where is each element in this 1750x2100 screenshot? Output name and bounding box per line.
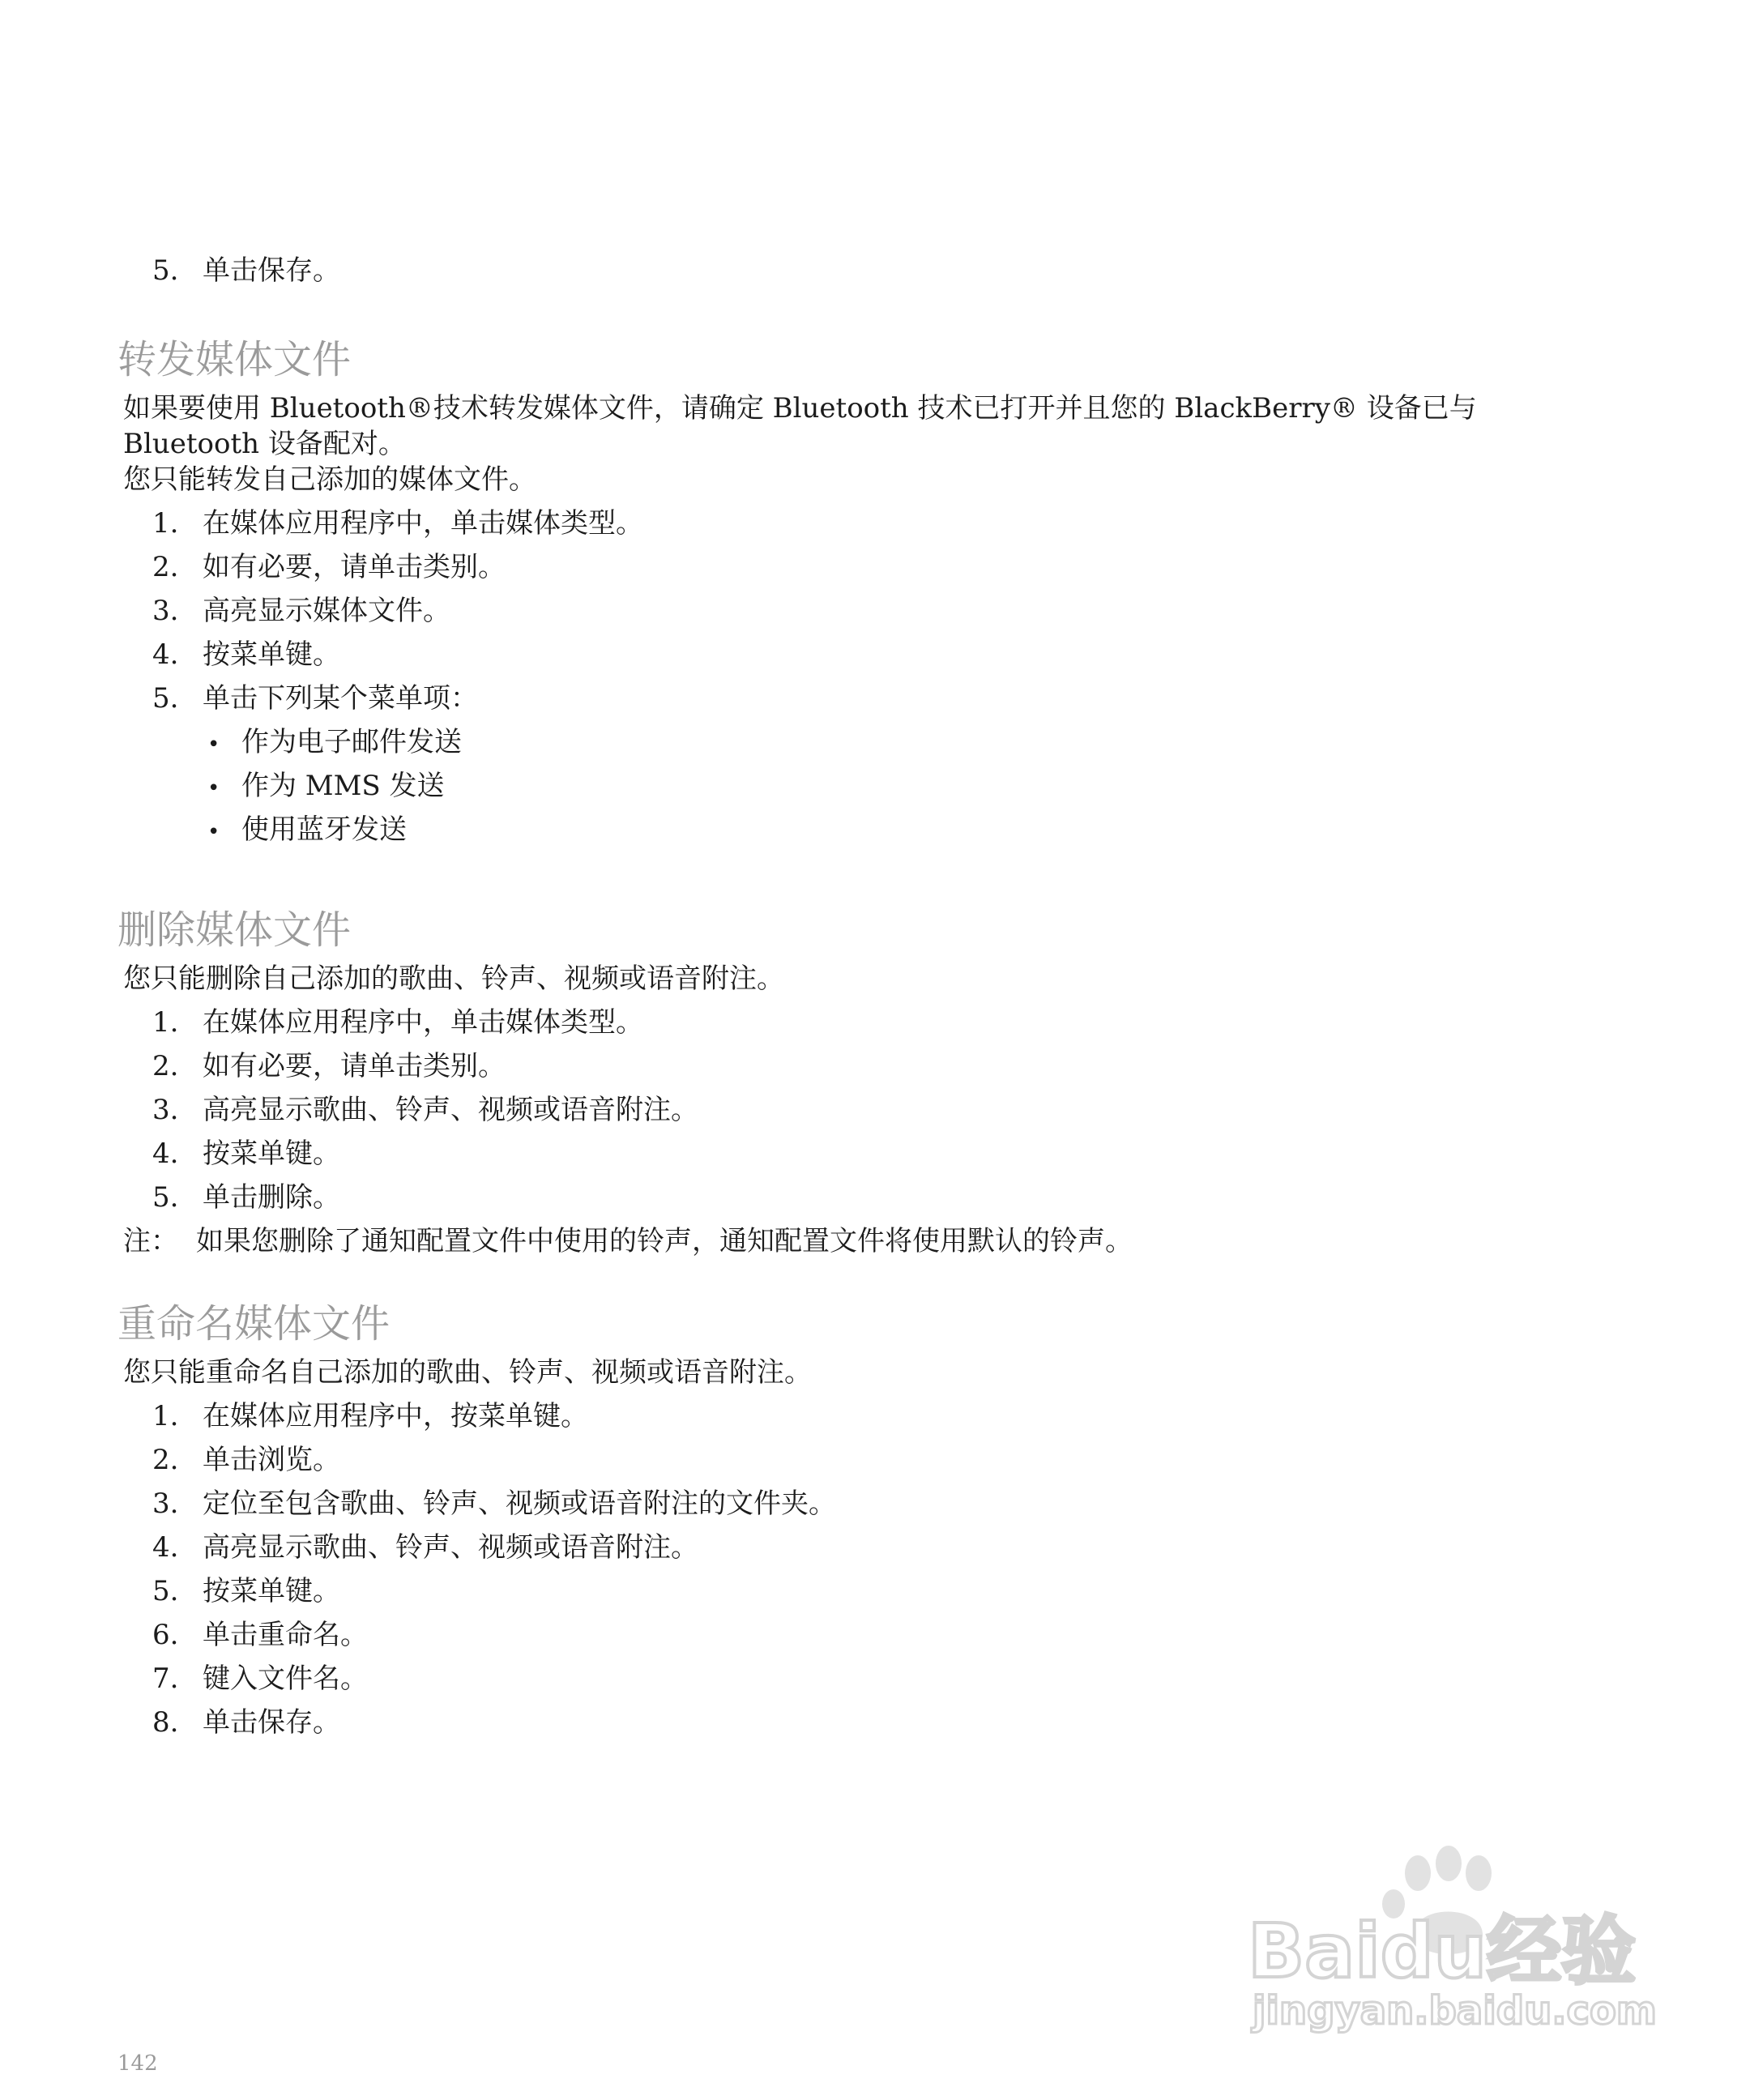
paragraph: 您只能删除自己添加的歌曲、铃声、视频或语音附注。 bbox=[123, 962, 784, 995]
list-item bbox=[152, 1705, 340, 1740]
note-label: 注： bbox=[123, 1225, 178, 1257]
watermark-brand: Baidu经验 bbox=[1248, 1908, 1637, 1995]
list-item bbox=[152, 1573, 340, 1609]
bullet-text: 作为电子邮件发送 bbox=[241, 726, 462, 758]
step-number: 1. bbox=[152, 507, 179, 540]
step-number: 4. bbox=[152, 1531, 179, 1564]
step-number: 5. bbox=[152, 1181, 179, 1214]
list-item bbox=[152, 1398, 588, 1434]
list-item bbox=[152, 1048, 506, 1084]
step-text: 在媒体应用程序中，单击媒体类型。 bbox=[203, 1006, 643, 1039]
step-number: 2. bbox=[152, 1444, 179, 1476]
step-text: 高亮显示歌曲、铃声、视频或语音附注。 bbox=[203, 1094, 698, 1126]
step-number: 1. bbox=[152, 1400, 179, 1432]
step-text: 如有必要，请单击类别。 bbox=[203, 1050, 506, 1082]
step-text: 单击删除。 bbox=[203, 1181, 340, 1214]
step-text: 在媒体应用程序中，按菜单键。 bbox=[203, 1400, 588, 1432]
paragraph: 您只能转发自己添加的媒体文件。 bbox=[123, 463, 536, 496]
watermark-url: jingyan.baidu.com bbox=[1253, 1988, 1657, 2034]
list-item bbox=[152, 637, 340, 672]
list-item bbox=[152, 593, 450, 629]
list-item bbox=[152, 681, 478, 716]
step-text: 按菜单键。 bbox=[203, 1138, 340, 1170]
section-heading-rename: 重命名媒体文件 bbox=[117, 1301, 391, 1347]
section-heading-delete: 删除媒体文件 bbox=[117, 907, 352, 953]
step-number: 3. bbox=[152, 1094, 179, 1126]
step-number: 2. bbox=[152, 1050, 179, 1082]
bullet-icon: • bbox=[207, 820, 220, 844]
step-text: 单击重命名。 bbox=[203, 1619, 368, 1651]
paragraph: Bluetooth 设备配对。 bbox=[123, 428, 406, 460]
list-item bbox=[152, 506, 643, 541]
step-number: 1. bbox=[152, 1006, 179, 1039]
bullet-item bbox=[207, 768, 445, 806]
bullet-item bbox=[207, 812, 407, 850]
note bbox=[123, 1223, 1133, 1259]
note-text: 如果您删除了通知配置文件中使用的铃声，通知配置文件将使用默认的铃声。 bbox=[196, 1225, 1133, 1257]
bullet-icon: • bbox=[207, 732, 220, 757]
list-item bbox=[152, 1442, 340, 1478]
list-item bbox=[152, 1486, 836, 1522]
step-text: 单击保存。 bbox=[203, 254, 340, 287]
list-item bbox=[152, 253, 340, 288]
bullet-item bbox=[207, 724, 462, 762]
page-number: 142 bbox=[117, 2051, 158, 2076]
bullet-text: 使用蓝牙发送 bbox=[241, 813, 407, 846]
paragraph: 您只能重命名自己添加的歌曲、铃声、视频或语音附注。 bbox=[123, 1356, 812, 1389]
bullet-text: 作为 MMS 发送 bbox=[241, 770, 445, 802]
step-number: 7. bbox=[152, 1662, 179, 1695]
step-text: 如有必要，请单击类别。 bbox=[203, 551, 506, 583]
step-text: 在媒体应用程序中，单击媒体类型。 bbox=[203, 507, 643, 540]
step-number: 4. bbox=[152, 638, 179, 671]
list-item bbox=[152, 1005, 643, 1040]
step-text: 按菜单键。 bbox=[203, 638, 340, 671]
baidu-jingyan-watermark bbox=[1248, 1839, 1661, 2034]
paragraph: 如果要使用 Bluetooth®技术转发媒体文件，请确定 Bluetooth 技术已打开并且您的 BlackBerry® 设备已与 bbox=[123, 392, 1477, 425]
step-number: 6. bbox=[152, 1619, 179, 1651]
list-item bbox=[152, 1180, 340, 1215]
step-text: 定位至包含歌曲、铃声、视频或语音附注的文件夹。 bbox=[203, 1488, 836, 1520]
bullet-icon: • bbox=[207, 776, 220, 800]
step-number: 5. bbox=[152, 1575, 179, 1607]
step-number: 8. bbox=[152, 1706, 179, 1739]
section-heading-forward: 转发媒体文件 bbox=[117, 337, 352, 382]
list-item bbox=[152, 549, 506, 585]
step-text: 高亮显示歌曲、铃声、视频或语音附注。 bbox=[203, 1531, 698, 1564]
step-number: 3. bbox=[152, 595, 179, 627]
step-number: 4. bbox=[152, 1138, 179, 1170]
list-item bbox=[152, 1136, 340, 1172]
list-item bbox=[152, 1617, 368, 1653]
list-item bbox=[152, 1092, 698, 1128]
list-item bbox=[152, 1530, 698, 1565]
step-number: 2. bbox=[152, 551, 179, 583]
step-text: 键入文件名。 bbox=[203, 1662, 368, 1695]
list-item bbox=[152, 1661, 368, 1697]
step-text: 单击下列某个菜单项： bbox=[203, 682, 478, 715]
step-number: 5. bbox=[152, 682, 179, 715]
step-number: 5. bbox=[152, 254, 179, 287]
step-number: 3. bbox=[152, 1488, 179, 1520]
step-text: 高亮显示媒体文件。 bbox=[203, 595, 450, 627]
step-text: 按菜单键。 bbox=[203, 1575, 340, 1607]
step-text: 单击浏览。 bbox=[203, 1444, 340, 1476]
step-text: 单击保存。 bbox=[203, 1706, 340, 1739]
